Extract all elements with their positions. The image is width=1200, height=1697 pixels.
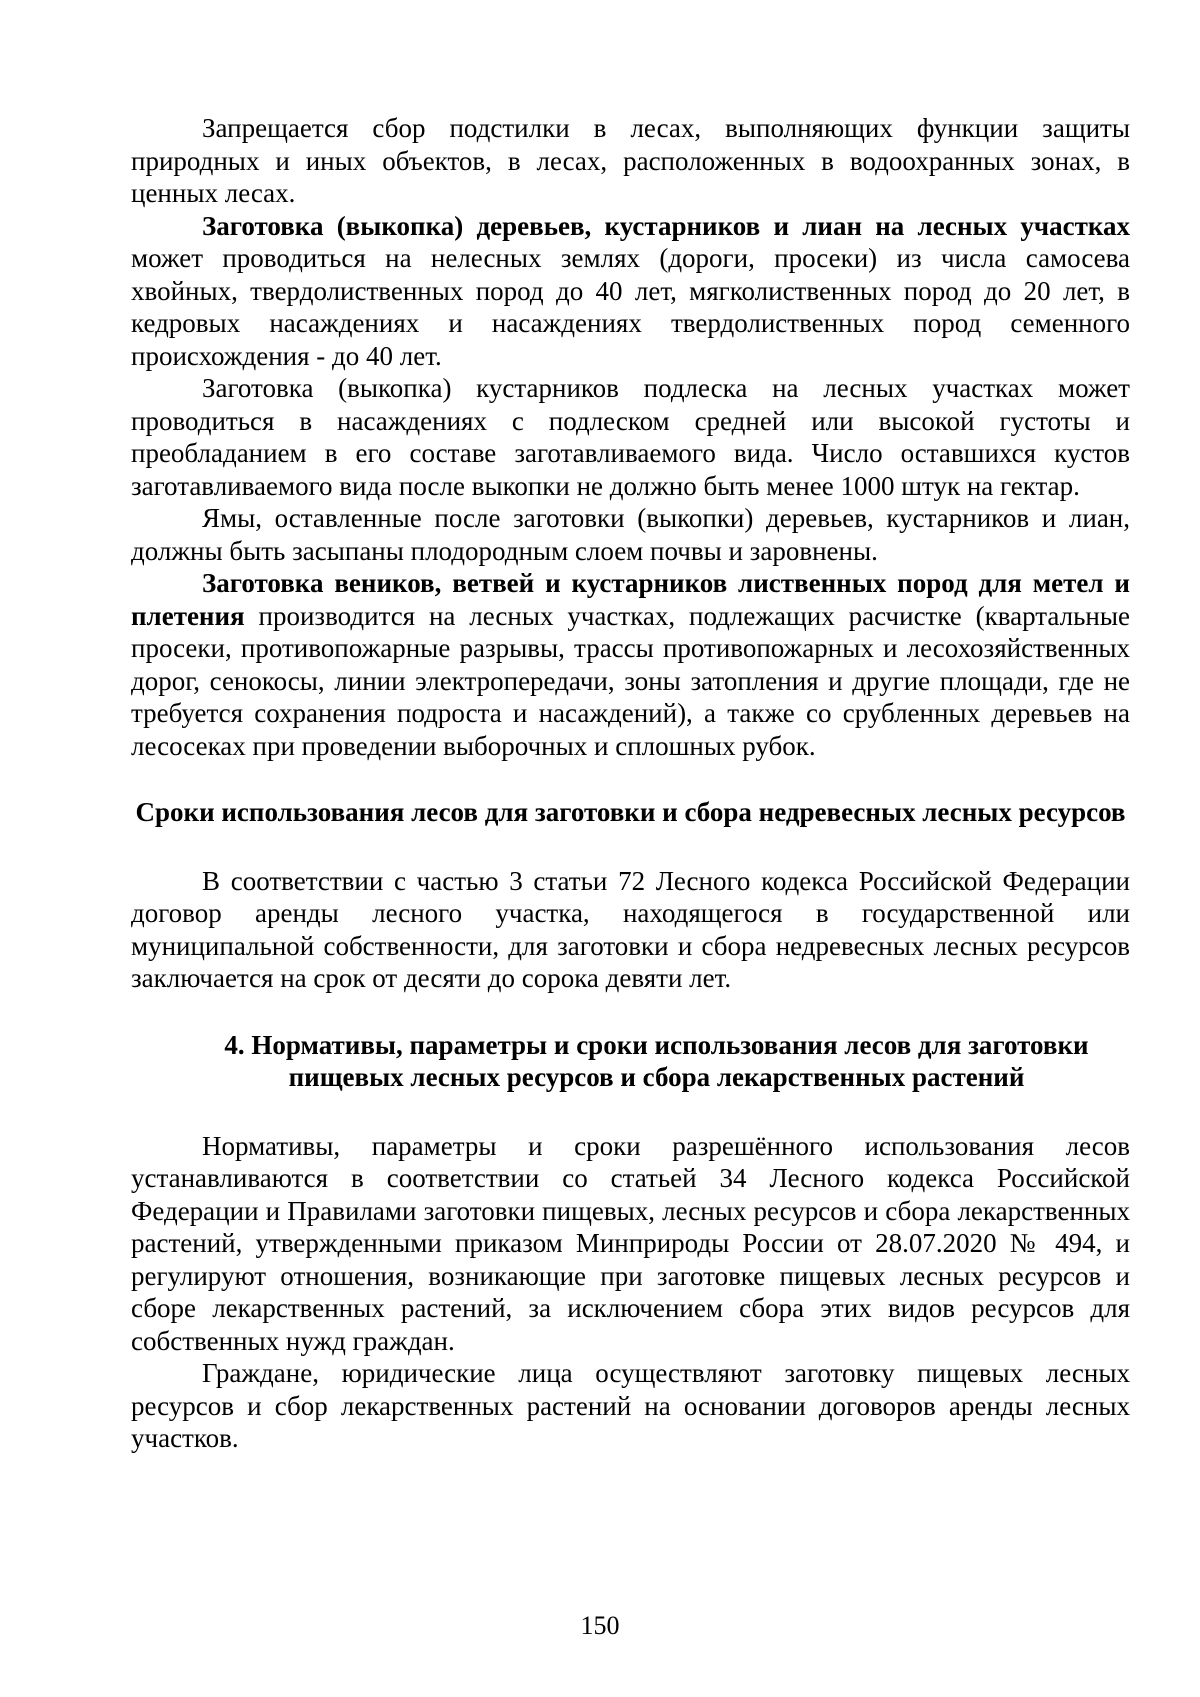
page-number: 150: [580, 1611, 620, 1640]
paragraph-citizens: Граждане, юридические лица осуществляют заготовку пищевых лесных ресурсов и сбор лекарственных растений на основании договоров аренды лесных участков.: [131, 1358, 1130, 1453]
paragraph-brooms: [131, 567, 1130, 762]
paragraph-norms: Нормативы, параметры и сроки разрешённого использования лесов устанавливаются в соответствии со статьей 34 Лесного кодекса Российской Федерации и Правилами заготовки пищевых, лесных ресурсов и сбора лекарственных растений, утвержденными приказом Минприроды России от 28.07.2020 № 494, и регулируют отношения, возникающие при заготовке пищевых лесных ресурсов и сборе лекарственных растений, за исключением сбора этих видов ресурсов для собственных нужд граждан.: [131, 1130, 1130, 1356]
paragraph-lease-term: В соответствии с частью 3 статьи 72 Лесного кодекса Российской Федерации договор аренды лесного участка, находящегося в государственной или муниципальной собственности, для заготовки и сбора недревесных лесных ресурсов заключается на срок от десяти до сорока девяти лет.: [131, 865, 1130, 993]
paragraph-text: Ямы, оставленные после заготовки (выкопки) деревьев, кустарников и лиан, должны быть засыпаны плодородным слоем почвы и заровнены.: [131, 503, 1130, 566]
paragraph-shrub-digging: [131, 372, 1130, 502]
paragraph-text: производится на лесных участках, подлежащих расчистке (квартальные просеки, противопожарные разрывы, трассы противопожарных и лесохозяйственных дорог, сенокосы, линии электропередачи, зоны затопления и другие площади, где не требуется сохранения подроста и насаждений), а также со срубленных деревьев на лесосеках при проведении выборочных и сплошных рубок.: [131, 600, 1130, 761]
heading-section-4: 4. Нормативы, параметры и сроки использования лесов для заготовки пищевых лесных ресурсов и сбора лекарственных растений: [224, 1029, 1089, 1092]
heading-usage-terms: Сроки использования лесов для заготовки и сбора недревесных лесных ресурсов: [135, 797, 1126, 827]
paragraph-lead: Заготовка веников, ветвей и кустарников лиственных пород для метел и плетения: [131, 568, 1130, 631]
paragraph-pits: [131, 502, 1130, 567]
paragraph-tree-digging: [131, 210, 1130, 373]
paragraph-text: Заготовка (выкопка) кустарников подлеска на лесных участках может проводиться в насаждениях с подлеском средней или высокой густоты и преобладанием в его составе заготавливаемого вида. Число оставшихся кустов заготавливаемого вида после выкопки не должно быть менее 1000 штук на гектар.: [131, 373, 1130, 501]
document-body: [131, 112, 1130, 1455]
paragraph-text: Запрещается сбор подстилки в лесах, выполняющих функции защиты природных и иных объектов, в лесах, расположенных в водоохранных зонах, в ценных лесах.: [131, 113, 1130, 208]
paragraph-litter-ban: [131, 112, 1130, 210]
paragraph-text: может проводиться на нелесных землях (дороги, просеки) из числа самосева хвойных, твердолиственных пород до 40 лет, мягколиственных пород до 20 лет, в кедровых насаждениях и насаждениях твердолиственных пород семенного происхождения - до 40 лет.: [131, 243, 1130, 371]
paragraph-lead: Заготовка (выкопка) деревьев, кустарников и лиан на лесных участках: [202, 210, 1130, 241]
